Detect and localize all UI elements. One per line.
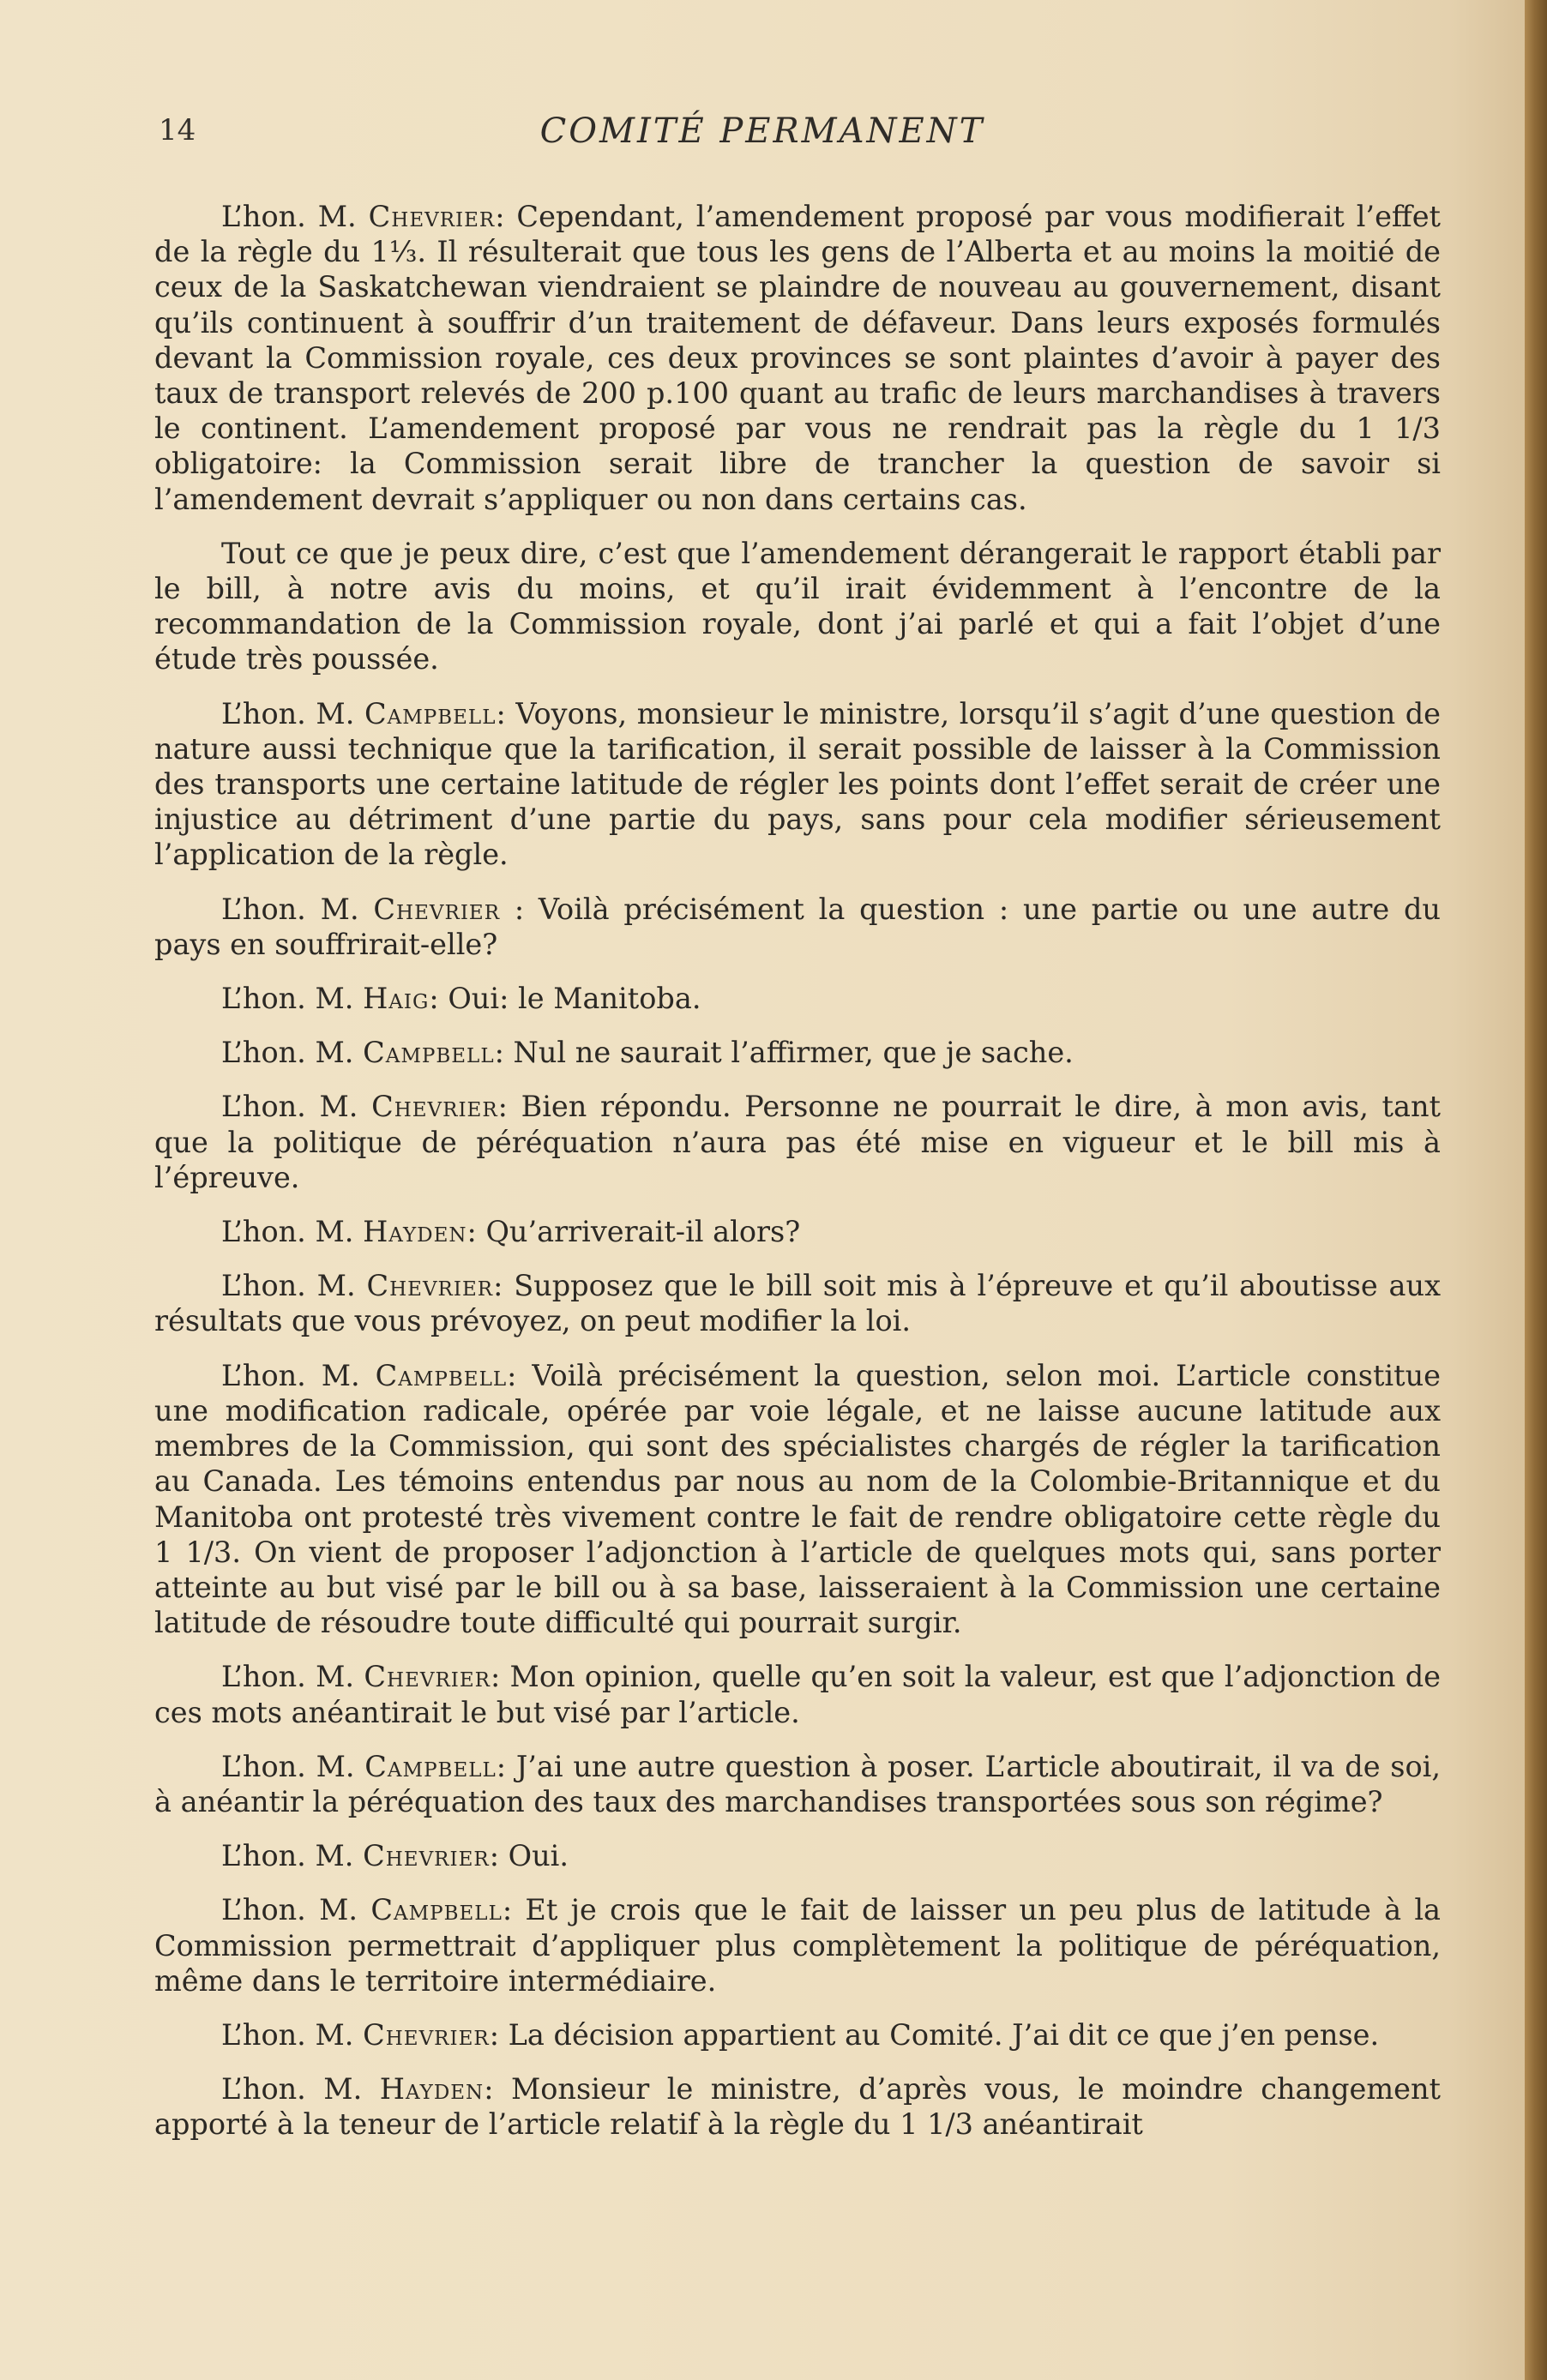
- paragraph-text: : Supposez que le bill soit mis à l’épreuve et qu’il aboutisse aux résultats que vous prévoyez, on peut modifier la loi.: [154, 1269, 1441, 1338]
- speaker-name: Campbell: [375, 1358, 508, 1392]
- paragraph: [154, 1268, 1441, 1338]
- speaker-name: Campbell: [364, 1749, 497, 1783]
- body-text: [154, 199, 1441, 2161]
- paragraph-text: : Nul ne saurait l’affirmer, que je sache.: [494, 1036, 1074, 1070]
- paragraph-text: : Voyons, monsieur le ministre, lorsqu’il s’agit d’une question de nature aussi technique que la tarification, il serait possible de laisser à la Commission des transports une certaine latitude de régler les points dont l’effet serait de créer une injustice au détriment d’une partie du pays, sans pour cela modifier sérieusement l’application de la règle.: [154, 696, 1442, 872]
- speaker-prefix: L’hon. M.: [221, 1749, 355, 1783]
- speaker-prefix: L’hon. M.: [221, 1215, 354, 1249]
- paragraph-text: : Mon opinion, quelle qu’en soit la valeur, est que l’adjonction de ces mots anéantirait le but visé par l’article.: [154, 1660, 1442, 1729]
- paragraph: [154, 536, 1441, 677]
- speaker-prefix: L’hon. M.: [221, 982, 354, 1016]
- paragraph-text: : Voilà précisément la question : une partie ou une autre du pays en souffrirait-elle?: [154, 892, 1441, 961]
- paragraph-text: : Voilà précisément la question, selon moi. L’article constitue une modification radicale, opérée par voie légale, et ne laisse aucune latitude aux membres de la Commission, qui sont des spécialistes chargés de régler la tarification au Canada. Les témoins entendus par nous au nom de la Colombie-Britannique et du Manitoba ont protesté très vivement contre le fait de rendre obligatoire cette règle du 1 1/3. On vient de proposer l’adjonction à l’article de quelques mots qui, sans porter atteinte au but visé par le bill ou à sa base, laisseraient à la Commission une certaine latitude de résoudre toute difficulté qui pourrait surgir.: [154, 1358, 1441, 1640]
- page-number: 14: [159, 113, 196, 147]
- paragraph: [154, 1214, 1441, 1249]
- speaker-name: Chevrier: [371, 1090, 498, 1124]
- paragraph: [154, 1089, 1441, 1195]
- paragraph-text: : Monsieur le ministre, d’après vous, le moindre changement apporté à la teneur de l’article relatif à la règle du 1 1/3 anéantirait: [154, 2072, 1441, 2142]
- paragraph: [154, 1838, 1441, 1873]
- speaker-prefix: L’hon. M.: [221, 1036, 354, 1070]
- speaker-name: Chevrier: [368, 200, 496, 233]
- paragraph-text: : Oui.: [489, 1839, 569, 1873]
- paragraph: [154, 696, 1441, 873]
- speaker-name: Hayden: [379, 2072, 485, 2107]
- paragraph: [154, 1035, 1441, 1070]
- speaker-prefix: L’hon. M.: [221, 696, 355, 730]
- paragraph: [154, 1659, 1441, 1729]
- paragraph: [154, 981, 1441, 1016]
- speaker-prefix: L’hon. M.: [221, 1839, 354, 1873]
- paragraph: [154, 1358, 1441, 1641]
- speaker-prefix: L’hon. M.: [221, 200, 357, 233]
- speaker-name: Haig: [363, 982, 430, 1016]
- speaker-name: Campbell: [364, 696, 497, 730]
- speaker-prefix: L’hon. M.: [221, 1893, 358, 1927]
- speaker-prefix: L’hon. M.: [221, 1090, 358, 1124]
- speaker-name: Chevrier: [364, 1660, 491, 1694]
- speaker-prefix: L’hon. M.: [221, 892, 359, 926]
- paragraph-text: : La décision appartient au Comité. J’ai dit ce que j’en pense.: [489, 2017, 1380, 2052]
- speaker-prefix: L’hon. M.: [221, 2017, 354, 2052]
- paragraph-text: : Bien répondu. Personne ne pourrait le dire, à mon avis, tant que la politique de péréquation n’aura pas été mise en vigueur et le bill mis à l’épreuve.: [154, 1090, 1441, 1194]
- speaker-prefix: L’hon. M.: [221, 1269, 356, 1303]
- speaker-prefix: L’hon. M.: [221, 2072, 363, 2107]
- speaker-name: Hayden: [363, 1215, 467, 1249]
- speaker-name: Chevrier: [366, 1269, 494, 1303]
- paragraph-text: : J’ai une autre question à poser. L’article aboutirait, il va de soi, à anéantir la péréquation des taux des marchandises transportées sous son régime?: [154, 1749, 1441, 1818]
- running-head: COMITÉ PERMANENT: [539, 111, 985, 151]
- paragraph-text: : Qu’arriverait-il alors?: [467, 1215, 801, 1249]
- paragraph: [154, 892, 1441, 962]
- paragraph: [154, 2071, 1441, 2142]
- paragraph: [154, 1892, 1441, 1998]
- paragraph-text: : Et je crois que le fait de laisser un peu plus de latitude à la Commission permettrait d’appliquer plus complètement la politique de péréquation, même dans le territoire intermédiaire.: [154, 1893, 1442, 1998]
- paragraph: [154, 199, 1441, 517]
- speaker-name: Chevrier: [363, 1839, 490, 1873]
- speaker-prefix: L’hon. M.: [221, 1660, 355, 1694]
- paragraph: [154, 1749, 1441, 1819]
- speaker-name: Campbell: [363, 1036, 495, 1070]
- paragraph-text: : Cependant, l’amendement proposé par vous modifierait l’effet de la règle du 1⅓. Il résulterait que tous les gens de l’Alberta et au moins la moitié de ceux de la Saskatchewan viendraient se plaindre de nouveau au gouvernement, disant qu’ils continuent à souffrir d’un traitement de défaveur. Dans leurs exposés formulés devant la Commission royale, ces deux provinces se sont plaintes d’avoir à payer des taux de transport relevés de 200 p.100 quant au trafic de leurs marchandises à travers le continent. L’amendement proposé par vous ne rendrait pas la règle du 1 1/3 obligatoire: la Commission serait libre de trancher la question de savoir si l’amendement devrait s’appliquer ou non dans certains cas.: [154, 200, 1441, 516]
- speaker-prefix: L’hon. M.: [221, 1358, 360, 1392]
- page-binding-edge: [1525, 0, 1547, 2380]
- paragraph-text: Tout ce que je peux dire, c’est que l’amendement dérangerait le rapport établi par le bill, à notre avis du moins, et qu’il irait évidemment à l’encontre de la recommandation de la Commission royale, dont j’ai parlé et qui a fait l’objet d’une étude très poussée.: [154, 536, 1441, 676]
- speaker-name: Campbell: [370, 1893, 503, 1927]
- speaker-name: Chevrier: [363, 2017, 490, 2052]
- paragraph-text: : Oui: le Manitoba.: [429, 982, 701, 1016]
- speaker-name: Chevrier: [373, 892, 501, 926]
- paragraph: [154, 2017, 1441, 2052]
